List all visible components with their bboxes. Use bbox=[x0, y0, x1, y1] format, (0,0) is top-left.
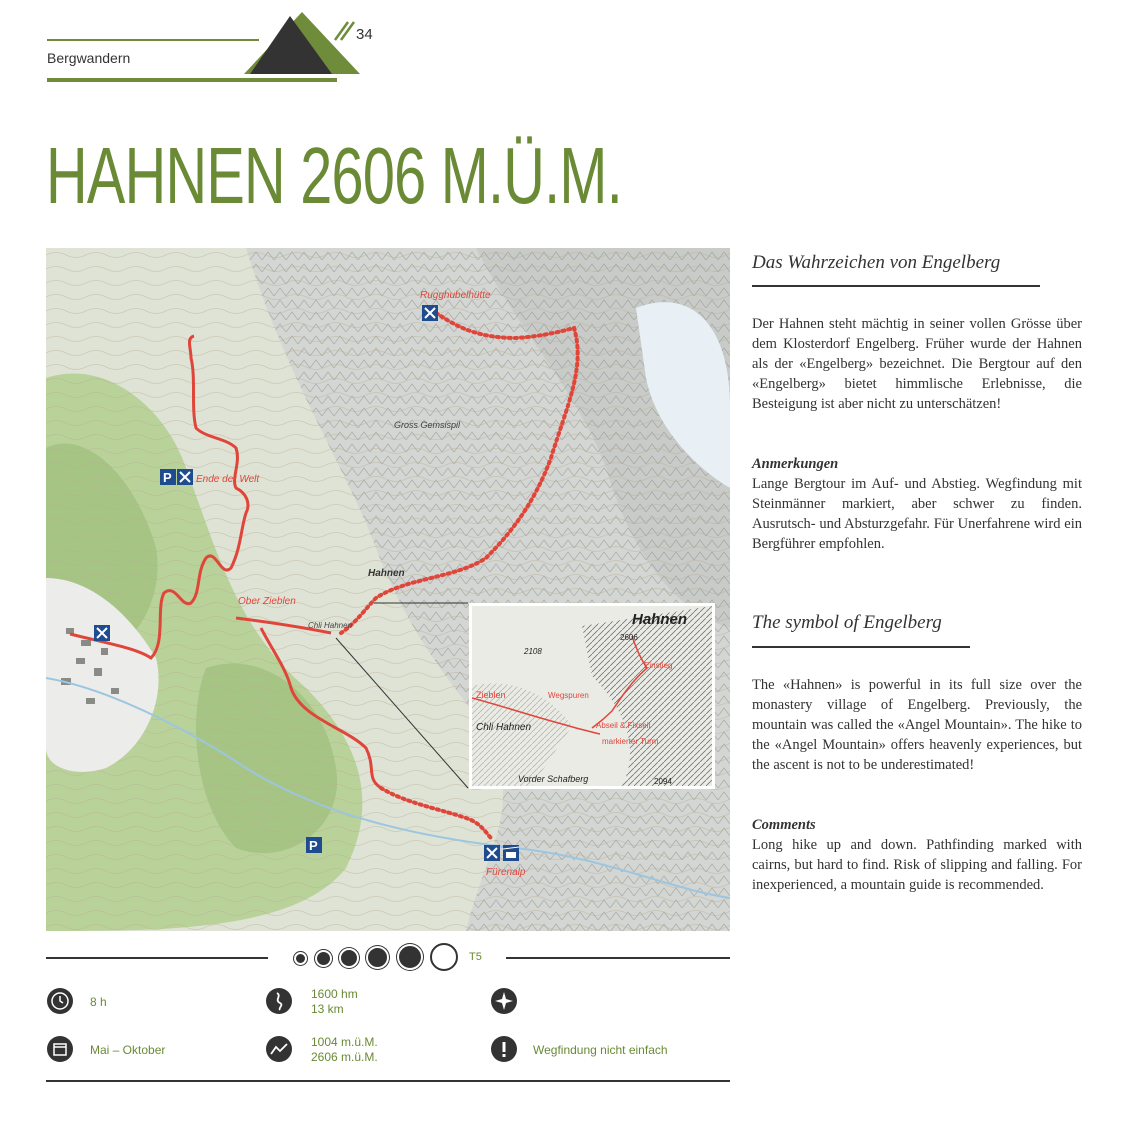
clock-icon bbox=[47, 988, 73, 1014]
hut-icon bbox=[484, 845, 500, 861]
mountain-logo-icon bbox=[240, 10, 360, 80]
parking-icon bbox=[160, 469, 176, 485]
inset-label-abseil: Abseil & Fixseil bbox=[596, 721, 651, 730]
german-notes: Lange Bergtour im Auf- und Abstieg. Wegfindung mit Steinmänner markiert, aber schwer zu finden. Ausrutsch- und Absturzgefahr. Für Unerfahrene wird ein Bergführer empfohlen. bbox=[752, 476, 1082, 552]
german-notes-title: Anmerkungen bbox=[752, 456, 839, 472]
route-map bbox=[46, 248, 730, 931]
compass-icon bbox=[491, 988, 517, 1014]
svg-text:P: P bbox=[309, 838, 318, 853]
inset-label-hahnen: Hahnen bbox=[632, 611, 688, 628]
calendar-icon bbox=[47, 1036, 73, 1062]
inset-label-wegspuren: Wegspuren bbox=[548, 691, 589, 700]
section-label: Bergwandern bbox=[47, 50, 131, 66]
hut-icon bbox=[422, 305, 438, 321]
inset-elevation-2108: 2108 bbox=[524, 647, 542, 656]
label-ende-der-welt: Ende der Welt bbox=[196, 474, 260, 485]
cable-car-icon bbox=[503, 845, 519, 861]
english-body: The «Hahnen» is powerful in its full size over the monastery village of Engelberg. Previously, the mountain was called the «Angel Mountain». The hike to the «Angel Mountain» offers heavenly experiences, but the ascent is not to be underestimated! bbox=[752, 677, 1082, 773]
label-ruggihubel: Rugghubelhütte bbox=[420, 290, 491, 301]
difficulty-dot-1 bbox=[294, 952, 307, 965]
german-heading: Das Wahrzeichen von Engelberg bbox=[752, 252, 1001, 273]
bottom-rule bbox=[46, 1080, 730, 1082]
inset-elevation-2094: 2094 bbox=[654, 777, 672, 786]
difficulty-rule-left bbox=[46, 957, 268, 959]
german-body: Der Hahnen steht mächtig in seiner vollen Grösse über dem Klosterdorf Engelberg. Früher wurde der Hahnen als der «Engelberg» bezeichnet. Die Bergtour auf den «Engelberg» bietet himmlische Erlebnisse, die Besteigung ist aber nicht zu unterschätzen! bbox=[752, 316, 1082, 412]
page-number: 34 bbox=[356, 26, 373, 43]
inset-label-chli-hahnen: Chli Hahnen bbox=[476, 722, 532, 733]
label-fuerenalp: Fürenalp bbox=[486, 867, 526, 878]
inset-label-vorder-schafberg: Vorder Schafberg bbox=[518, 774, 589, 784]
altitude-low: 1004 m.ü.M. bbox=[311, 1035, 378, 1049]
german-heading-rule bbox=[752, 285, 1040, 287]
difficulty-dot-2 bbox=[315, 950, 332, 967]
page-title: HAHNEN 2606 M.Ü.M. bbox=[46, 131, 622, 220]
inset-label-markierter-turm: markierter Turm bbox=[602, 737, 659, 746]
difficulty-rule-right bbox=[506, 957, 730, 959]
inset-label-zieblen: Zieblen bbox=[476, 690, 506, 700]
warning-icon bbox=[491, 1036, 517, 1062]
pathfinding-warning: Wegfindung nicht einfach bbox=[533, 1043, 668, 1057]
header-rule-top bbox=[47, 39, 259, 41]
map-svg bbox=[46, 248, 730, 931]
label-ober-zieblen: Ober Zieblen bbox=[238, 596, 296, 607]
english-heading: The symbol of Engelberg bbox=[752, 612, 942, 633]
altitude-high: 2606 m.ü.M. bbox=[311, 1050, 378, 1064]
difficulty-dot-6 bbox=[430, 943, 458, 971]
hut-icon bbox=[94, 625, 110, 641]
ascent: 1600 hm bbox=[311, 987, 358, 1001]
difficulty-dot-5 bbox=[397, 944, 423, 970]
distance: 13 km bbox=[311, 1002, 344, 1016]
difficulty-level: T5 bbox=[469, 951, 482, 963]
label-gross-gemsispil: Gross Gemsispil bbox=[394, 420, 461, 430]
duration: 8 h bbox=[90, 995, 107, 1009]
route-distance-icon bbox=[266, 988, 292, 1014]
english-notes: Long hike up and down. Pathfinding marked with cairns, but hard to find. Risk of slipping and falling. For inexperienced, a mountain guide is recommended. bbox=[752, 837, 1082, 893]
difficulty-dot-4 bbox=[366, 946, 389, 969]
inset-svg bbox=[472, 606, 712, 786]
english-heading-rule bbox=[752, 646, 970, 648]
parking-icon bbox=[306, 837, 322, 853]
label-chli-hahnen: Chli Hahnen bbox=[308, 621, 353, 630]
english-notes-title: Comments bbox=[752, 817, 816, 833]
inset-label-einstieg: Einstieg bbox=[644, 661, 673, 670]
label-hahnen: Hahnen bbox=[368, 568, 405, 579]
difficulty-dot-3 bbox=[339, 948, 359, 968]
elevation-profile-icon bbox=[266, 1036, 292, 1062]
hut-icon bbox=[177, 469, 193, 485]
season: Mai – Oktober bbox=[90, 1043, 166, 1057]
inset-map bbox=[469, 603, 715, 789]
inset-elevation-2606: 2606 bbox=[620, 633, 638, 642]
svg-text:P: P bbox=[163, 470, 172, 485]
